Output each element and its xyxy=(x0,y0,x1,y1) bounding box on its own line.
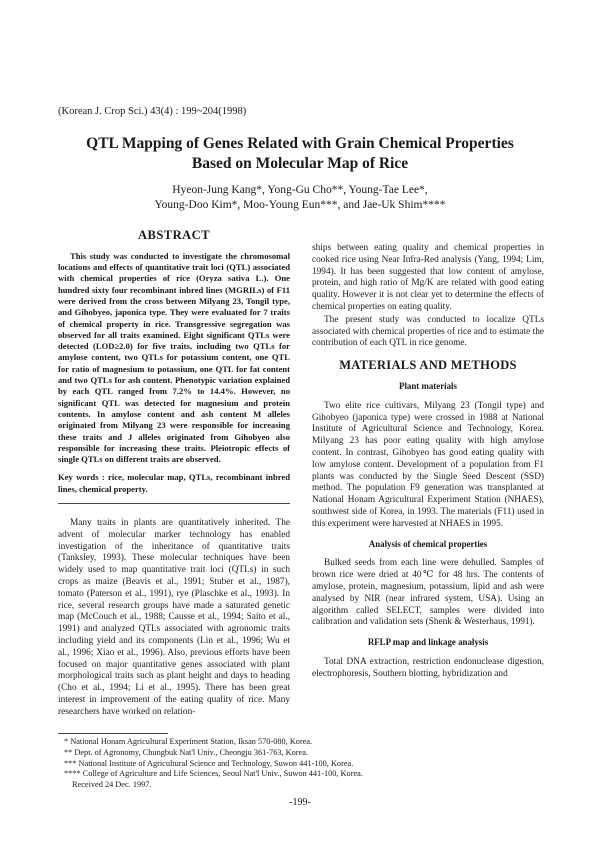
rflp-heading: RFLP map and linkage analysis xyxy=(367,637,489,648)
footnotes xyxy=(58,733,548,791)
authors-line-1: Hyeon-Jung Kang*, Yong-Gu Cho**, Young-Tae Lee*, xyxy=(172,184,428,196)
abstract-divider xyxy=(58,503,290,504)
authors-line-2: Young-Doo Kim*, Moo-Young Eun***, and Jae-Uk Shim**** xyxy=(154,199,446,211)
left-column xyxy=(58,230,290,719)
abstract-heading: ABSTRACT xyxy=(137,228,211,242)
rflp-body: Total DNA extraction, restriction endonuclease digestion, electrophoresis, Southern blotting, hybridization and xyxy=(312,656,544,679)
footnote-2: ** Dept. of Agronomy, Chungbuk Nat'l Univ., Cheongju 361-763, Korea. xyxy=(64,747,308,757)
intro-paragraph-continued: ships between eating quality and chemical properties in cooked rice using Near Infra-Red analysis (Yang, 1994; Lim, 1994). It has been suggested that low content of amylose, protein, and high ratio of Mg/K are related with good eating quality. However it is not clear yet to determine the effects of chemical properties on eating quality. xyxy=(312,243,544,312)
page-number: -199- xyxy=(289,797,311,808)
footnote-4: **** College of Agriculture and Life Sciences, Seoul Nat'l Univ., Suwon 441-100, Korea. xyxy=(64,769,363,779)
author-list xyxy=(40,183,560,213)
chemical-analysis-heading: Analysis of chemical properties xyxy=(368,538,488,549)
chemical-analysis-body: Bulked seeds from each line were dehulled. Samples of brown rice were dried at 40℃ for 48 hrs. The contents of amylose, protein, magnesium, potassium, lipid and ash were analysed by NIR (near infrared system, USA). Using an algorithm called SELECT, samples were divided into calibration and validation sets (Shenk & Westerhaus, 1991). xyxy=(312,558,544,628)
right-column xyxy=(312,243,544,681)
footnote-3: *** National Institute of Agricultural Science and Technology, Suwon 441-100, Korea. xyxy=(64,758,354,768)
methods-heading: MATERIALS AND METHODS xyxy=(339,358,517,373)
intro-paragraph-aim: The present study was conducted to localize QTLs associated with chemical properties of rice and to estimate the contribution of each QTL in rice genome. xyxy=(312,314,544,349)
plant-materials-heading: Plant materials xyxy=(399,380,457,391)
journal-citation: (Korean J. Crop Sci.) 43(4) : 199~204(1998) xyxy=(58,106,247,117)
title-line-1: QTL Mapping of Genes Related with Grain Chemical Properties xyxy=(86,135,514,152)
intro-paragraph: Many traits in plants are quantitatively inherited. The advent of molecular marker technology has enabled investigation of the inheritance of quantitative traits (Tanksley, 1993). These molecular techniques have been widely used to map quantitative trait loci (QTLs) in such crops as maize (Beavis et al., 1991; Stuber et al., 1987), tomato (Paterson et al., 1991), rye (Plaschke et al., 1993). In rice, several research groups have made a saturated genetic map (McCouch et al., 1988; Causse et al., 1994; Saito et al., 1991) and analyzed QTLs associated with agronomic traits including yield and its components (Lin et al., 1996; Wu et al., 1996; Xiao et al., 1996). Also, previous efforts have been focused on major quantitative genes associated with plant morphological traits such as plant height and days to heading (Cho et al., 1994; Li et al., 1995). There has been great interest in improvement of the eating quality of rice. Many researchers have worked on relation- xyxy=(58,518,290,717)
abstract-body: This study was conducted to investigate the chromosomal locations and effects of quantitative trait loci (QTL) associated with chemical properties of rice (Oryza sativa L.). One hundred sixty four recombinant inbred lines (MGRILs) of F11 were derived from the cross between Milyang 23, Tongil type, and Gihobyeo, japonica type. They were evaluated for 7 traits of chemical property in rice. Transgressive segregation was observed for all traits examined. Eight significant QTLs were detected (LOD≥2.0) for five traits, including two QTLs for amylose content, two QTLs for potassium content, one QTL for ratio of magnesium to potassium, one QTL for fat content and two QTLs for ash content. Phenotypic variation explained by each QTL ranged from 7.2% to 14.4%. However, no significant QTL was detected for magnesium and protein contents. In amylose content and ash content M alleles originated from Milyang 23 were responsible for increasing these traits and J alleles originated from Gihobyeo also responsible for increasing these traits. Pleiotropic effects of single QTLs on different traits are observed. xyxy=(58,250,290,465)
footnote-rule xyxy=(58,733,168,734)
footnote-1: * National Honam Agricultural Experiment Station, Iksan 570-080, Korea. xyxy=(64,737,313,746)
plant-materials-body: Two elite rice cultivars, Milyang 23 (Tongil type) and Gihobyeo (japonica type) were crossed in 1988 at National Institute of Agricultural Science and Technology, Korea. Milyang 23 has poor eating quality with high amylose content. In contrast, Gihobyeo has good eating quality with low amylose content. Development of a population from F1 plants was conducted by the Single Seed Descent (SSD) method. The population F9 generation was transplanted at National Honam Agricultural Experiment Station (NHAES), southwest side of Korea, in 1993. The materials (F11) used in this experiment were harvested at NHAES in 1995. xyxy=(312,400,544,529)
received-date: Received 24 Dec. 1997. xyxy=(72,780,152,790)
paper-title xyxy=(40,134,560,174)
title-line-2: Based on Molecular Map of Rice xyxy=(191,155,409,172)
keywords: Key words : rice, molecular map, QTLs, recombinant inbred lines, chemical property. xyxy=(58,472,290,494)
